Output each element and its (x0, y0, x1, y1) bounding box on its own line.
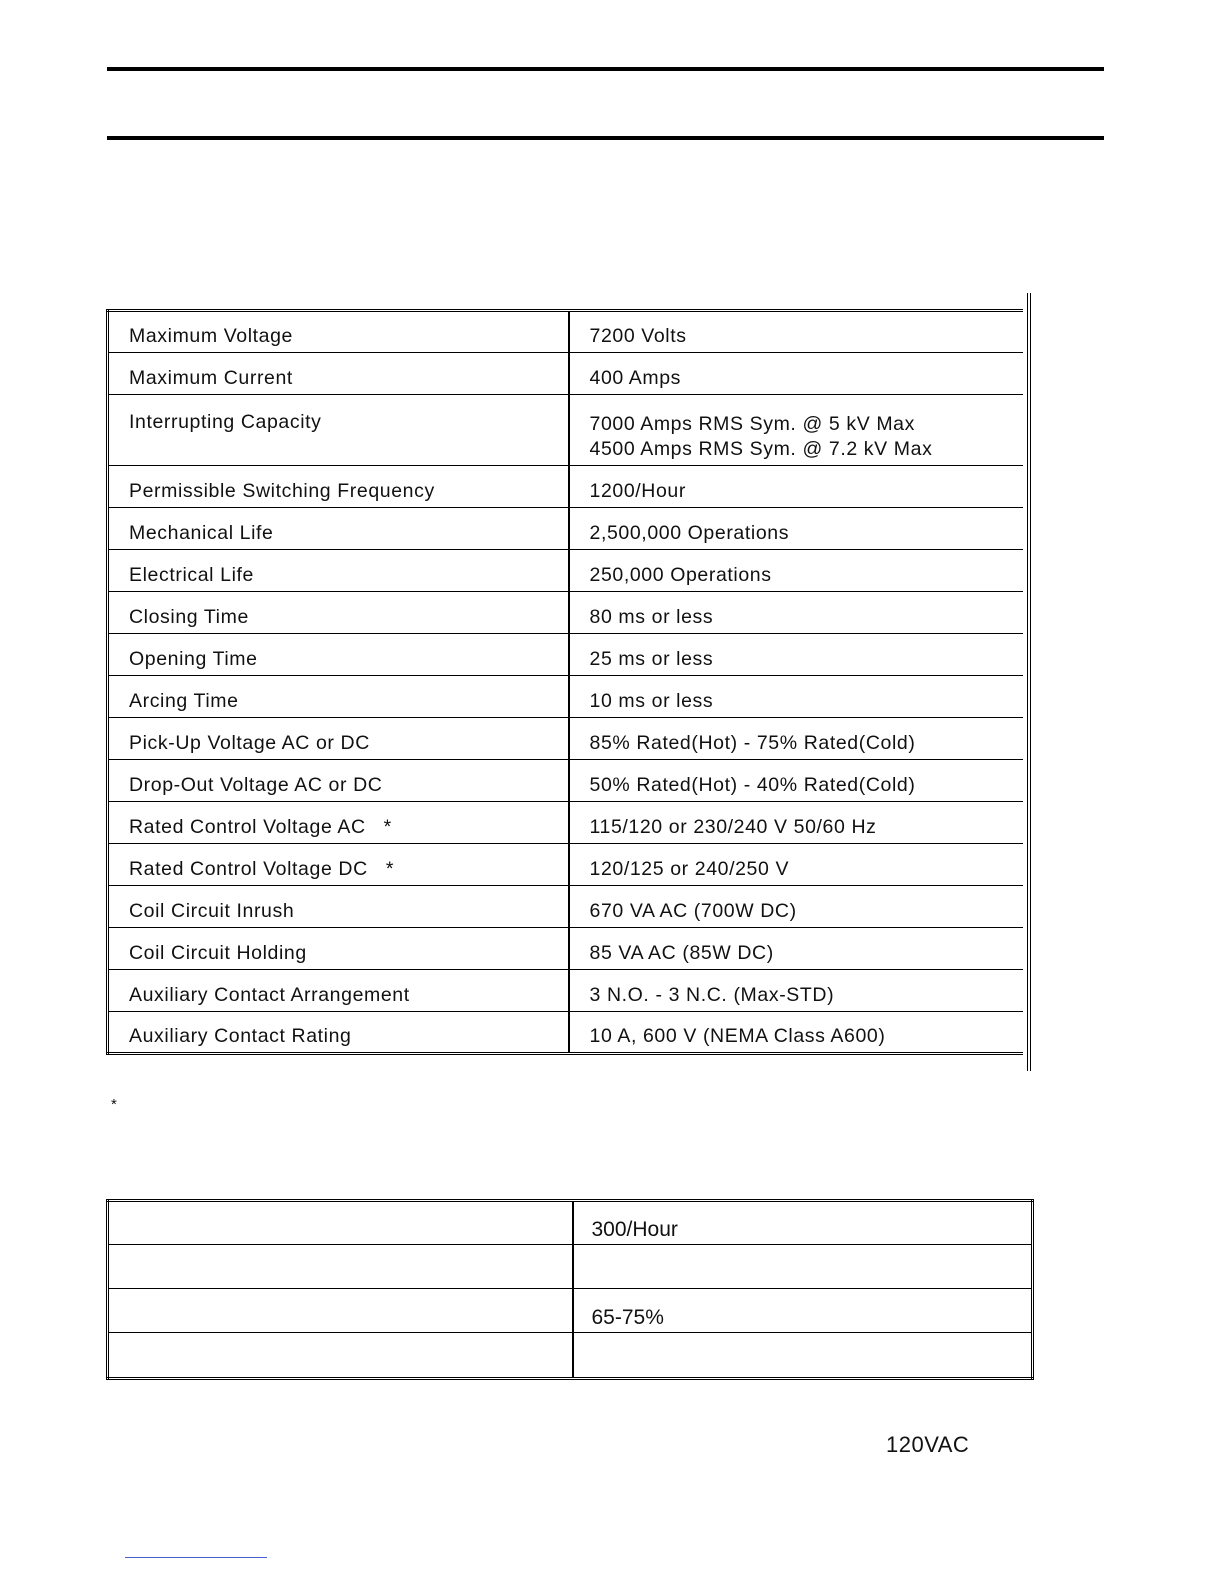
table-row (108, 395, 1024, 466)
spec-value: 10 ms or less (569, 676, 1024, 718)
table-right-border (1027, 293, 1031, 1071)
spec-value: 25 ms or less (569, 634, 1024, 676)
spec-value: 85 VA AC (85W DC) (569, 928, 1024, 970)
table-row (108, 311, 1024, 353)
spec-label: Maximum Voltage (108, 311, 569, 353)
option-value: 300/Hour (573, 1201, 1033, 1245)
table-row (108, 676, 1024, 718)
spec-label: Coil Circuit Holding (108, 928, 569, 970)
spec-label: Auxiliary Contact Rating (108, 1012, 569, 1054)
spec-value: 670 VA AC (700W DC) (569, 886, 1024, 928)
spec-label: Mechanical Life (108, 508, 569, 550)
spec-label: Closing Time (108, 592, 569, 634)
spec-value: 400 Amps (569, 353, 1024, 395)
table-row (108, 886, 1024, 928)
spec-label: Coil Circuit Inrush (108, 886, 569, 928)
option-label (108, 1201, 573, 1245)
table-row (108, 634, 1024, 676)
spec-value: 115/120 or 230/240 V 50/60 Hz (569, 802, 1024, 844)
table-row (108, 353, 1024, 395)
specifications-table (106, 309, 1023, 1055)
spec-label: Permissible Switching Frequency (108, 466, 569, 508)
voltage-note: 120VAC (886, 1432, 970, 1457)
spec-value: 3 N.O. - 3 N.C. (Max-STD) (569, 970, 1024, 1012)
spec-value: 7200 Volts (569, 311, 1024, 353)
table-row (108, 1012, 1024, 1054)
spec-value: 1200/Hour (569, 466, 1024, 508)
spec-value: 120/125 or 240/250 V (569, 844, 1024, 886)
spec-label: Rated Control Voltage DC * (108, 844, 569, 886)
spec-value: 250,000 Operations (569, 550, 1024, 592)
option-label (108, 1245, 573, 1289)
spec-label: Electrical Life (108, 550, 569, 592)
option-value (573, 1245, 1033, 1289)
spec-value: 50% Rated(Hot) - 40% Rated(Cold) (569, 760, 1024, 802)
option-value: 65-75% (573, 1289, 1033, 1333)
option-table (106, 1199, 1034, 1380)
table-row (108, 1333, 1033, 1379)
spec-label: Auxiliary Contact Arrangement (108, 970, 569, 1012)
spec-value-cell (569, 395, 1024, 466)
spec-value-line: 4500 Amps RMS Sym. @ 7.2 kV Max (589, 438, 933, 460)
spec-label: Maximum Current (108, 353, 569, 395)
spec-label: Arcing Time (108, 676, 569, 718)
top-rule (107, 67, 1104, 71)
header-bottom-rule (107, 136, 1104, 140)
table-row (108, 1245, 1033, 1289)
table-row (108, 718, 1024, 760)
table-row (108, 760, 1024, 802)
spec-label: Opening Time (108, 634, 569, 676)
option-label (108, 1333, 573, 1379)
table-row (108, 1201, 1033, 1245)
footer-link-underline[interactable] (125, 1557, 267, 1558)
spec-value-line: 7000 Amps RMS Sym. @ 5 kV Max (589, 413, 915, 435)
footnote-marker: * (111, 1096, 117, 1113)
spec-value: 10 A, 600 V (NEMA Class A600) (589, 1025, 886, 1047)
spec-value: 85% Rated(Hot) - 75% Rated(Cold) (569, 718, 1024, 760)
table-row (108, 970, 1024, 1012)
table-row (108, 550, 1024, 592)
spec-label: Interrupting Capacity (108, 395, 569, 466)
spec-label: Rated Control Voltage AC * (108, 802, 569, 844)
table-row (108, 1289, 1033, 1333)
option-label (108, 1289, 573, 1333)
spec-value: 2,500,000 Operations (569, 508, 1024, 550)
table-row (108, 508, 1024, 550)
table-row (108, 466, 1024, 508)
spec-value: 80 ms or less (569, 592, 1024, 634)
table-row (108, 802, 1024, 844)
table-row (108, 928, 1024, 970)
option-value (573, 1333, 1033, 1379)
spec-label: Drop-Out Voltage AC or DC (108, 760, 569, 802)
table-row (108, 592, 1024, 634)
table-row (108, 844, 1024, 886)
spec-label: Pick-Up Voltage AC or DC (108, 718, 569, 760)
